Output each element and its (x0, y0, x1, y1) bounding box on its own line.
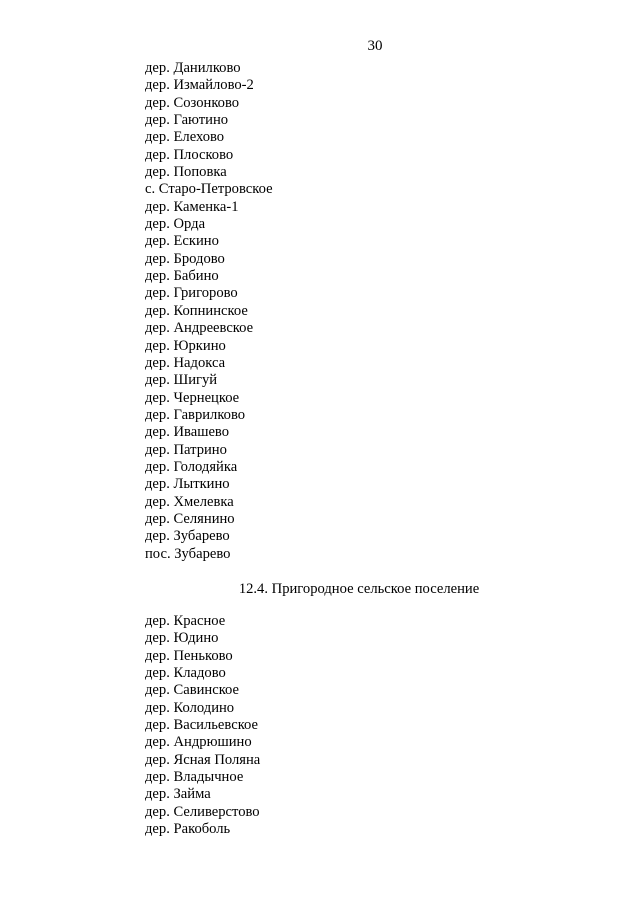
settlement-item: с. Старо-Петровское (145, 181, 273, 198)
settlement-item: дер. Шигуй (145, 372, 218, 389)
settlement-list-after (145, 613, 260, 838)
settlement-item: дер. Копнинское (145, 302, 248, 319)
settlement-item: дер. Ракоболь (145, 821, 231, 838)
settlement-item: дер. Хмелевка (145, 493, 234, 510)
settlement-item: дер. Патрино (145, 441, 227, 458)
section-heading: 12.4. Пригородное сельское поселение (238, 581, 480, 597)
settlement-item: дер. Бабино (145, 268, 219, 285)
settlement-item: дер. Гаютино (145, 112, 229, 129)
settlement-item: дер. Поповка (145, 164, 227, 181)
page-number: 30 (367, 38, 383, 54)
settlement-item: дер. Елехово (145, 129, 225, 146)
settlement-item: дер. Владычное (145, 769, 244, 786)
settlement-item: дер. Данилково (145, 60, 241, 76)
settlement-item: дер. Голодяйка (145, 458, 238, 475)
settlement-list-before (145, 60, 273, 563)
settlement-item: дер. Кладово (145, 665, 226, 682)
settlement-item: дер. Григорово (145, 285, 238, 302)
settlement-item: дер. Савинское (145, 682, 239, 699)
settlement-item: дер. Андрюшино (145, 734, 252, 751)
settlement-item: дер. Созонково (145, 94, 240, 111)
settlement-item: дер. Ивашево (145, 424, 230, 441)
settlement-item: дер. Пеньково (145, 647, 233, 664)
settlement-item: дер. Измайлово-2 (145, 77, 254, 94)
settlement-item: дер. Селянино (145, 510, 235, 527)
settlement-item: дер. Андреевское (145, 320, 254, 337)
settlement-item: дер. Орда (145, 216, 206, 233)
settlement-item: дер. Ескино (145, 233, 219, 250)
settlement-item: дер. Гаврилково (145, 406, 246, 423)
settlement-item: дер. Надокса (145, 354, 226, 371)
settlement-item: дер. Плосково (145, 146, 234, 163)
settlement-item: дер. Юдино (145, 630, 219, 647)
settlement-item: пос. Зубарево (145, 545, 231, 562)
settlement-item: дер. Колодино (145, 699, 235, 716)
settlement-item: дер. Бродово (145, 250, 225, 267)
settlement-item: дер. Юркино (145, 337, 226, 354)
settlement-item: дер. Чернецкое (145, 389, 240, 406)
settlement-item: дер. Зубарево (145, 528, 230, 545)
settlement-item: дер. Каменка-1 (145, 198, 239, 215)
settlement-item: дер. Займа (145, 786, 211, 803)
settlement-item: дер. Ясная Поляна (145, 751, 261, 768)
settlement-item: дер. Красное (145, 613, 226, 629)
settlement-item: дер. Васильевское (145, 717, 258, 734)
settlement-item: дер. Селиверстово (145, 803, 260, 820)
settlement-item: дер. Лыткино (145, 476, 230, 493)
